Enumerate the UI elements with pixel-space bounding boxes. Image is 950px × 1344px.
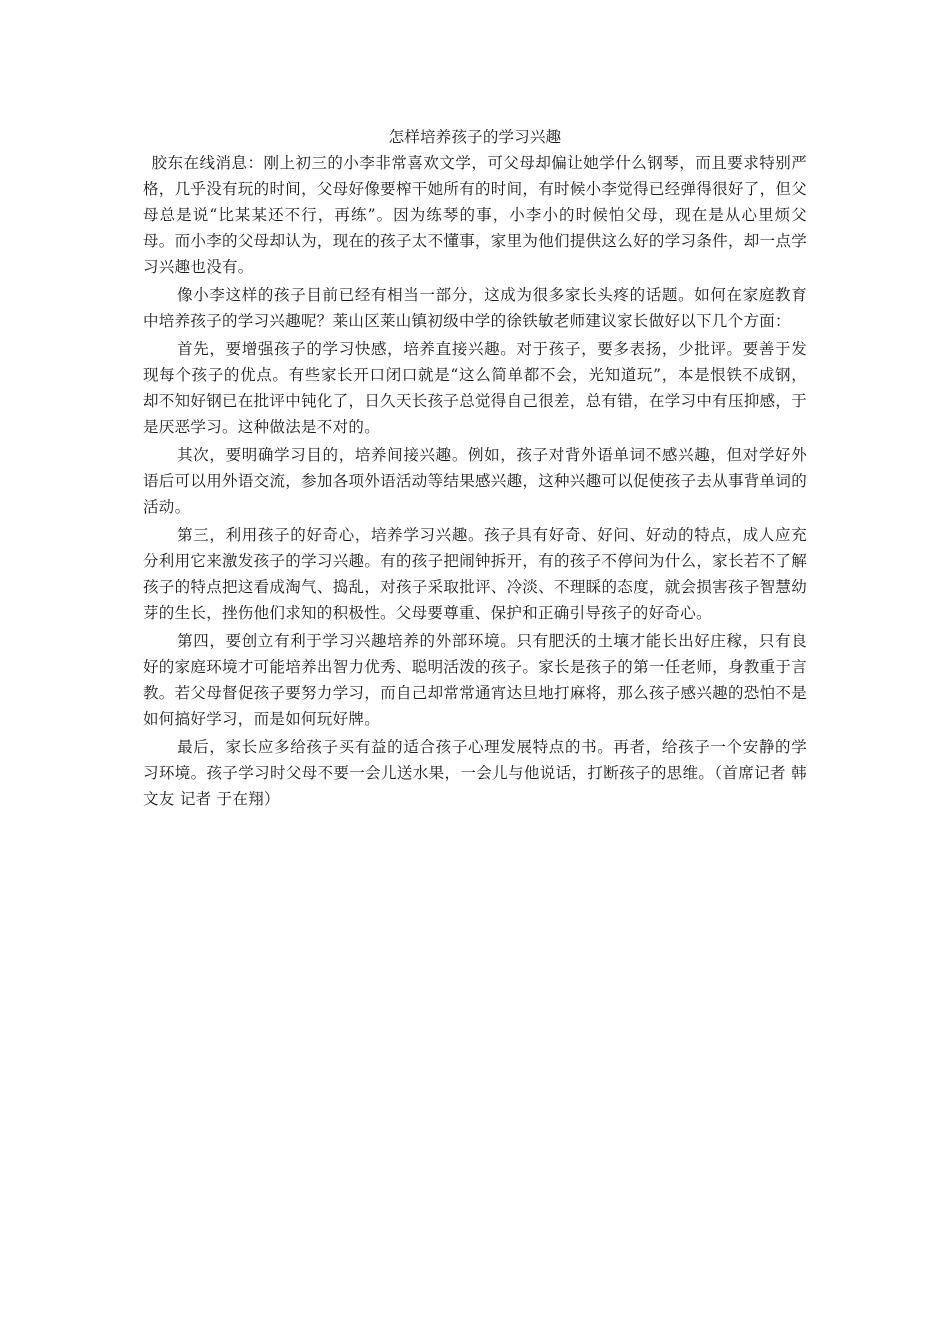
article-paragraph-2: 像小李这样的孩子目前已经有相当一部分，这成为很多家长头疼的话题。如何在家庭教育中培养孩子的学习兴趣呢？莱山区莱山镇初级中学的徐铁敏老师建议家长做好以下几个方面： — [143, 286, 807, 330]
article-paragraph-1: 胶东在线消息：刚上初三的小李非常喜欢文学，可父母却偏让她学什么钢琴，而且要求特别严格，几乎没有玩的时间，父母好像要榨干她所有的时间，有时候小李觉得已经弹得很好了，但父母总是说“比某某还不行，再练”。因为练琴的事，小李小的时候怕父母，现在是从心里烦父母。而小李的父母却认为，现在的孩子太不懂事，家里为他们提供这么好的学习条件，却一点学习兴趣也没有。 — [143, 154, 807, 276]
article-paragraph-3: 首先，要增强孩子的学习快感，培养直接兴趣。对于孩子，要多表扬，少批评。要善于发现每个孩子的优点。有些家长开口闭口就是“这么简单都不会，光知道玩”，本是恨铁不成钢，却不知好钢已在批评中钝化了，日久天长孩子总觉得自己很差，总有错，在学习中有压抑感，于是厌恶学习。这种做法是不对的。 — [143, 340, 807, 436]
article-title: 怎样培养孩子的学习兴趣 — [388, 128, 562, 146]
article-paragraph-7: 最后，家长应多给孩子买有益的适合孩子心理发展特点的书。再者，给孩子一个安静的学习环境。孩子学习时父母不要一会儿送水果，一会儿与他说话，打断孩子的思维。（首席记者 韩文友 记者 于在翔） — [143, 738, 807, 808]
document-page — [143, 124, 807, 814]
article-paragraph-4: 其次，要明确学习目的，培养间接兴趣。例如，孩子对背外语单词不感兴趣，但对学好外语后可以用外语交流，参加各项外语活动等结果感兴趣，这种兴趣可以促使孩子去从事背单词的活动。 — [143, 446, 807, 516]
article-paragraph-5: 第三，利用孩子的好奇心，培养学习兴趣。孩子具有好奇、好问、好动的特点，成人应充分利用它来激发孩子的学习兴趣。有的孩子把闹钟拆开，有的孩子不停问为什么，家长若不了解孩子的特点把这看成淘气、捣乱，对孩子采取批评、冷淡、不理睬的态度，就会损害孩子智慧幼芽的生长，挫伤他们求知的积极性。父母要尊重、保护和正确引导孩子的好奇心。 — [143, 526, 807, 622]
article-paragraph-6: 第四，要创立有利于学习兴趣培养的外部环境。只有肥沃的土壤才能长出好庄稼，只有良好的家庭环境才可能培养出智力优秀、聪明活泼的孩子。家长是孩子的第一任老师，身教重于言教。若父母督促孩子要努力学习，而自己却常常通宵达旦地打麻将，那么孩子感兴趣的恐怕不是如何搞好学习，而是如何玩好牌。 — [143, 632, 807, 728]
